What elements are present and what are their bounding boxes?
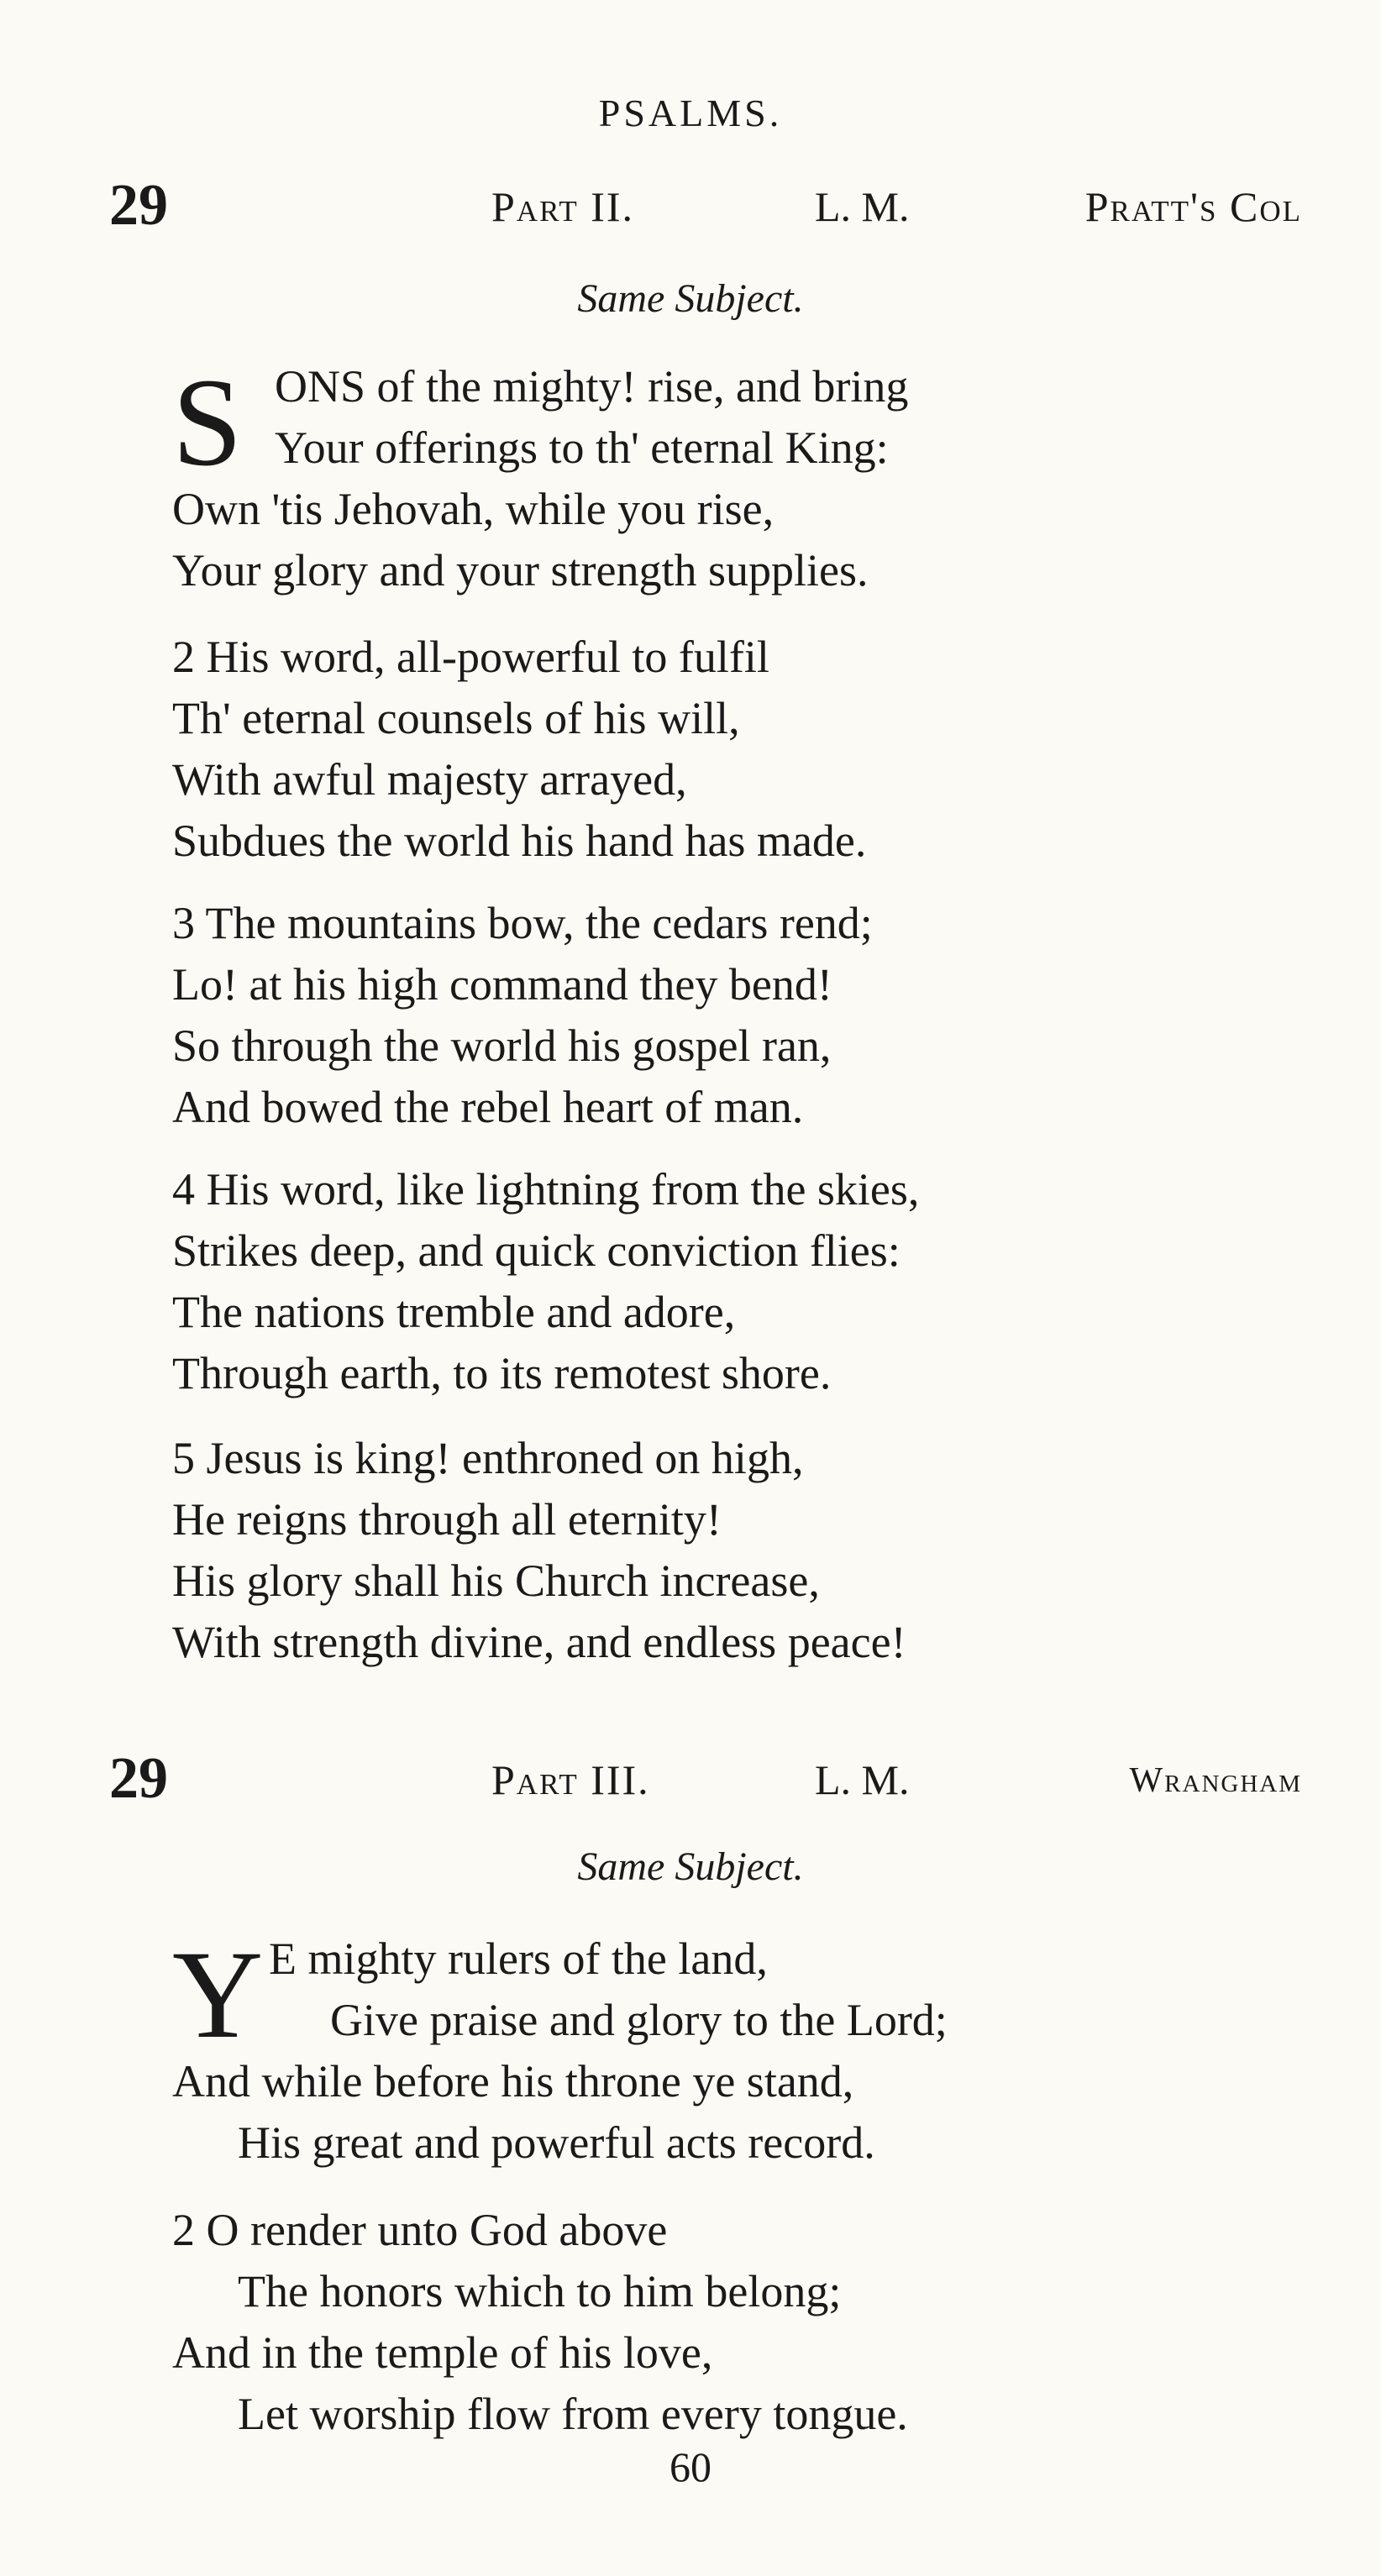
hymn-part: Part II. <box>491 183 635 230</box>
stanza-2 <box>172 627 1281 872</box>
drop-capital: S <box>172 353 243 492</box>
verse-line: His great and powerful acts record. <box>238 2117 875 2168</box>
hymn-number: 29 <box>109 1746 168 1811</box>
stanza-1 <box>172 353 1281 601</box>
verse-line: And while before his throne ye stand, <box>172 2056 854 2106</box>
verse-line: With strength divine, and endless peace! <box>172 1617 906 1667</box>
verse-line: Strikes deep, and quick conviction flies: <box>172 1225 901 1276</box>
stanza-5 <box>172 1428 1281 1673</box>
verse-line: He reigns through all eternity! <box>172 1494 722 1545</box>
verse-line: 3 The mountains bow, the cedars rend; <box>172 898 873 948</box>
verse-line: ONS of the mighty! rise, and bring <box>275 361 909 412</box>
verse-line: Subdues the world his hand has made. <box>172 816 867 866</box>
verse-line: And in the temple of his love, <box>172 2327 713 2378</box>
stanza-2 <box>172 2200 1281 2445</box>
hymn-subject: Same Subject. <box>577 1844 804 1889</box>
verse-line: Your offerings to th' eternal King: <box>275 422 889 473</box>
verse-line: Let worship flow from every tongue. <box>238 2389 908 2439</box>
hymn-meter: L. M. <box>815 1756 910 1803</box>
hymn-tune: Wrangham <box>1129 1761 1302 1800</box>
verse-line: Lo! at his high command they bend! <box>172 959 832 1010</box>
hymn-number: 29 <box>109 173 168 238</box>
verse-line: 2 His word, all-powerful to fulfil <box>172 632 769 682</box>
verse-line: His glory shall his Church increase, <box>172 1556 820 1606</box>
verse-line: E mighty rulers of the land, <box>269 1933 768 1984</box>
page-number: 60 <box>669 2443 712 2490</box>
verse-line: Your glory and your strength supplies. <box>172 545 869 595</box>
verse-line: Th' eternal counsels of his will, <box>172 693 740 743</box>
hymn-tune: Pratt's Col <box>1084 183 1302 230</box>
hymn-header <box>109 1745 1302 1821</box>
verse-line: And bowed the rebel heart of man. <box>172 1082 804 1132</box>
verse-line: The nations tremble and adore, <box>172 1287 736 1337</box>
stanza-3 <box>172 893 1281 1138</box>
verse-line: Own 'tis Jehovah, while you rise, <box>172 484 775 534</box>
verse-line: 4 His word, like lightning from the skies, <box>172 1164 920 1215</box>
verse-line: 5 Jesus is king! enthroned on high, <box>172 1433 804 1483</box>
stanza-1 <box>172 1925 1281 2174</box>
verse-line: 2 O render unto God above <box>172 2205 668 2255</box>
verse-line: Give praise and glory to the Lord; <box>330 1995 948 2045</box>
hymn-part: Part III. <box>491 1756 650 1803</box>
hymn-header <box>109 172 1302 248</box>
verse-line: With awful majesty arrayed, <box>172 754 687 805</box>
verse-line: The honors which to him belong; <box>238 2266 842 2316</box>
hymn-meter: L. M. <box>815 183 910 230</box>
hymn-subject: Same Subject. <box>577 276 804 321</box>
drop-capital: Y <box>172 1925 264 2064</box>
stanza-4 <box>172 1159 1281 1404</box>
verse-line: Through earth, to its remotest shore. <box>172 1348 832 1398</box>
verse-line: So through the world his gospel ran, <box>172 1020 832 1071</box>
running-head: PSALMS. <box>598 92 783 134</box>
